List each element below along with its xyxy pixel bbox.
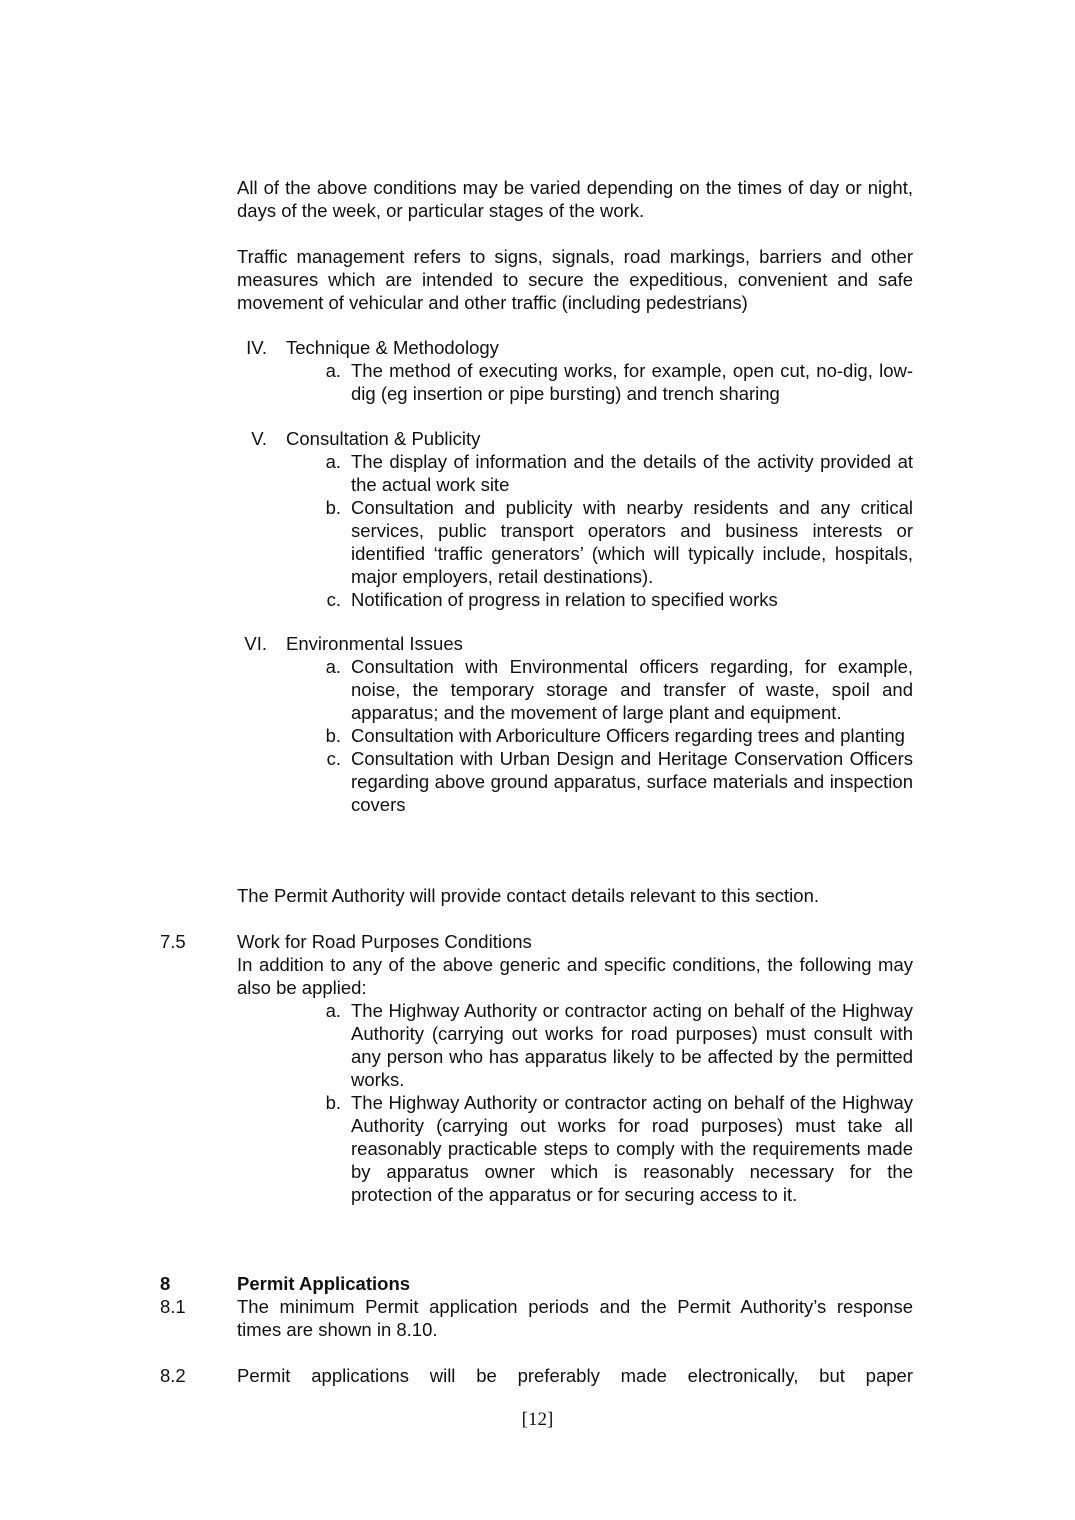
list-item: [317, 1091, 913, 1206]
section-vi-title: Environmental Issues: [286, 633, 463, 654]
section-7-5-title: Work for Road Purposes Conditions: [237, 931, 532, 952]
section-8-2-text: Permit applications will be preferably made electronically, but paper: [237, 1365, 913, 1386]
section-v-list: [317, 450, 913, 611]
contact-note: The Permit Authority will provide contact details relevant to this section.: [237, 885, 819, 906]
list-item-text: Consultation with Urban Design and Heritage Conservation Officers regarding above ground apparatus, surface materials and inspection covers: [351, 748, 913, 815]
list-item: [317, 450, 913, 496]
list-item-text: Notification of progress in relation to specified works: [351, 589, 778, 610]
section-7-5-list: [317, 999, 913, 1206]
section-7-5: [237, 930, 913, 1206]
page-number: [12]: [521, 1409, 554, 1430]
section-8-title: Permit Applications: [237, 1273, 411, 1294]
list-item-text: Consultation and publicity with nearby residents and any critical services, public transport operators and business interests or identified ‘traffic generators’ (which will typically include, hospitals, major employers, retail destinations).: [351, 497, 913, 587]
list-item-letter: c.: [326, 748, 341, 769]
section-iv-title: Technique & Methodology: [286, 337, 499, 358]
list-item-letter: b.: [325, 725, 341, 746]
traffic-management-paragraph: Traffic management refers to signs, signals, road markings, barriers and other measures which are intended to secure the expeditious, convenient and safe movement of vehicular and other traffic (including pedestrians): [237, 246, 913, 313]
section-7-5-intro: In addition to any of the above generic and specific conditions, the following may also be applied:: [237, 954, 913, 998]
section-8-2-number: 8.2: [160, 1365, 186, 1386]
list-item-text: The Highway Authority or contractor acting on behalf of the Highway Authority (carrying out works for road purposes) must take all reasonably practicable steps to comply with the requirements made by apparatus owner which is reasonably necessary for the protection of the apparatus or for securing access to it.: [351, 1092, 913, 1205]
list-item-text: Consultation with Arboriculture Officers regarding trees and planting: [351, 725, 905, 746]
section-v-title: Consultation & Publicity: [286, 428, 481, 449]
list-item: [317, 999, 913, 1091]
list-item: [317, 588, 913, 611]
list-item-letter: a.: [325, 360, 341, 381]
section-8-1-number: 8.1: [160, 1296, 186, 1317]
list-item: [317, 359, 913, 405]
section-7-5-number: 7.5: [160, 931, 186, 952]
list-item-letter: c.: [326, 589, 341, 610]
list-item-text: The Highway Authority or contractor acting on behalf of the Highway Authority (carrying out works for road purposes) must consult with any person who has apparatus likely to be affected by the permitted works.: [351, 1000, 913, 1090]
list-item-letter: a.: [325, 1000, 341, 1021]
section-8-1-text: The minimum Permit application periods and the Permit Authority’s response times are shown in 8.10.: [237, 1296, 913, 1340]
section-v-numeral: V.: [251, 428, 267, 449]
list-item-letter: b.: [325, 1092, 341, 1113]
list-item: [317, 496, 913, 588]
list-item: [317, 724, 913, 747]
conditions-paragraph: All of the above conditions may be varied depending on the times of day or night, days of the week, or particular stages of the work.: [237, 177, 913, 221]
list-item-letter: b.: [325, 497, 341, 518]
section-iv-list: [317, 359, 913, 405]
section-iv-numeral: IV.: [246, 337, 267, 358]
section-8-number: 8: [160, 1273, 171, 1294]
list-item-letter: a.: [325, 451, 341, 472]
section-vi-list: [317, 655, 913, 816]
section-vi-numeral: VI.: [244, 633, 267, 654]
list-item-text: Consultation with Environmental officers regarding, for example, noise, the temporary storage and transfer of waste, spoil and apparatus; and the movement of large plant and equipment.: [351, 656, 913, 723]
list-item: [317, 655, 913, 724]
list-item: [317, 747, 913, 816]
list-item-text: The display of information and the details of the activity provided at the actual work site: [351, 451, 913, 495]
list-item-letter: a.: [325, 656, 341, 677]
list-item-text: The method of executing works, for example, open cut, no-dig, low-dig (eg insertion or pipe bursting) and trench sharing: [351, 360, 913, 404]
